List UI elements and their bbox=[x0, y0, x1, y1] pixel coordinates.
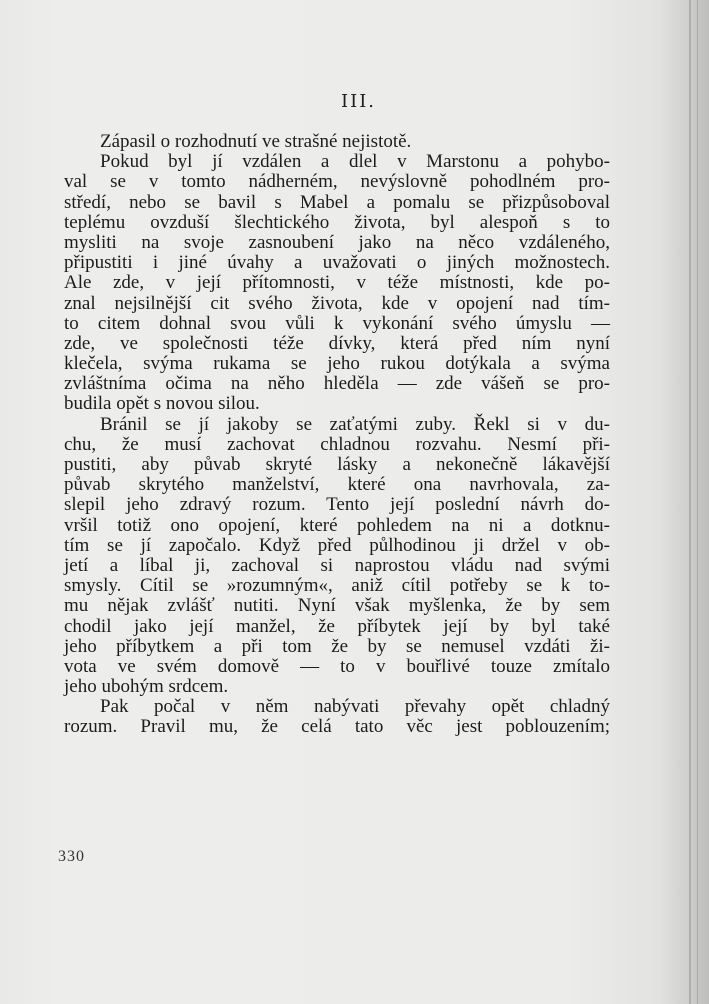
text-line: jeho ubohým srdcem. bbox=[64, 676, 229, 698]
text-line: zde, ve společnosti téže dívky, která před ním nyní bbox=[64, 332, 610, 354]
text-line: chodil jako její manžel, že příbytek její by byl také bbox=[64, 615, 610, 637]
text-line: Zápasil o rozhodnutí ve strašné nejistotě. bbox=[100, 131, 412, 152]
text-line: půvab skrytého manželství, které ona navrhovala, za- bbox=[64, 474, 610, 496]
text-line: Pak počal v něm nabývati převahy opět chladný bbox=[100, 696, 610, 718]
text-line: jeho příbytkem a při tom že by se nemusel vzdáti ži- bbox=[64, 635, 610, 657]
text-line: mysliti na svoje zasnoubení jako na něco vzdáleného, bbox=[64, 231, 610, 253]
body-text bbox=[64, 132, 610, 738]
page-number: 330 bbox=[58, 848, 85, 865]
text-line: Pokud byl jí vzdálen a dlel v Marstonu a pohybo- bbox=[100, 151, 610, 173]
text-line: mu nějak zvlášť nutiti. Nyní však myšlenka, že by sem bbox=[64, 595, 610, 617]
text-line: tím se jí započalo. Když před půlhodinou ji držel v ob- bbox=[64, 534, 610, 556]
page-edge-shadow bbox=[689, 0, 691, 1004]
page-edge-line bbox=[697, 0, 698, 1004]
text-line: Ale zde, v její přítomnosti, v téže místnosti, kde po- bbox=[64, 272, 610, 294]
chapter-heading: III. bbox=[340, 91, 377, 112]
text-line: vršil totiž ono opojení, které pohledem na ni a dotknu- bbox=[64, 514, 610, 536]
text-line: budila opět s novou silou. bbox=[64, 393, 260, 415]
text-line: slepil jeho zdravý rozum. Tento její poslední návrh do- bbox=[64, 494, 610, 516]
text-line: znal nejsilnější cit svého života, kde v opojení nad tím- bbox=[64, 292, 610, 314]
text-line: jetí a líbal ji, zachoval si naprostou vládu nad svými bbox=[64, 554, 610, 576]
text-line: středí, nebo se bavil s Mabel a pomalu se přizpůsoboval bbox=[64, 191, 610, 213]
text-line: pustiti, aby půvab skryté lásky a nekonečně lákavější bbox=[64, 454, 610, 475]
text-line: připustiti i jiné úvahy a uvažovati o jiných možnostech. bbox=[64, 252, 610, 274]
text-line: klečela, svýma rukama se jeho rukou dotýkala a svýma bbox=[64, 353, 610, 375]
text-line: to citem dohnal svou vůli k vykonání svého úmyslu — bbox=[64, 312, 610, 334]
text-line: Bránil se jí jakoby se zaťatými zuby. Řekl si v du- bbox=[100, 413, 610, 435]
text-line: chu, že musí zachovat chladnou rozvahu. Nesmí při- bbox=[64, 433, 610, 455]
text-line: rozum. Pravil mu, že celá tato věc jest poblouzením; bbox=[64, 716, 610, 738]
text-line: teplému ovzduší šlechtického života, byl alespoň s to bbox=[64, 211, 610, 233]
text-line: zvláštníma očima na něho hleděla — zde vášeň se pro- bbox=[64, 373, 610, 395]
text-line: val se v tomto nádherném, nevýslovně pohodlném pro- bbox=[64, 171, 610, 193]
text-line: vota ve svém domově — to v bouřlivé touze zmítalo bbox=[64, 655, 610, 677]
text-line: smysly. Cítil se »rozumným«, aniž cítil potřeby se k to- bbox=[64, 575, 610, 597]
